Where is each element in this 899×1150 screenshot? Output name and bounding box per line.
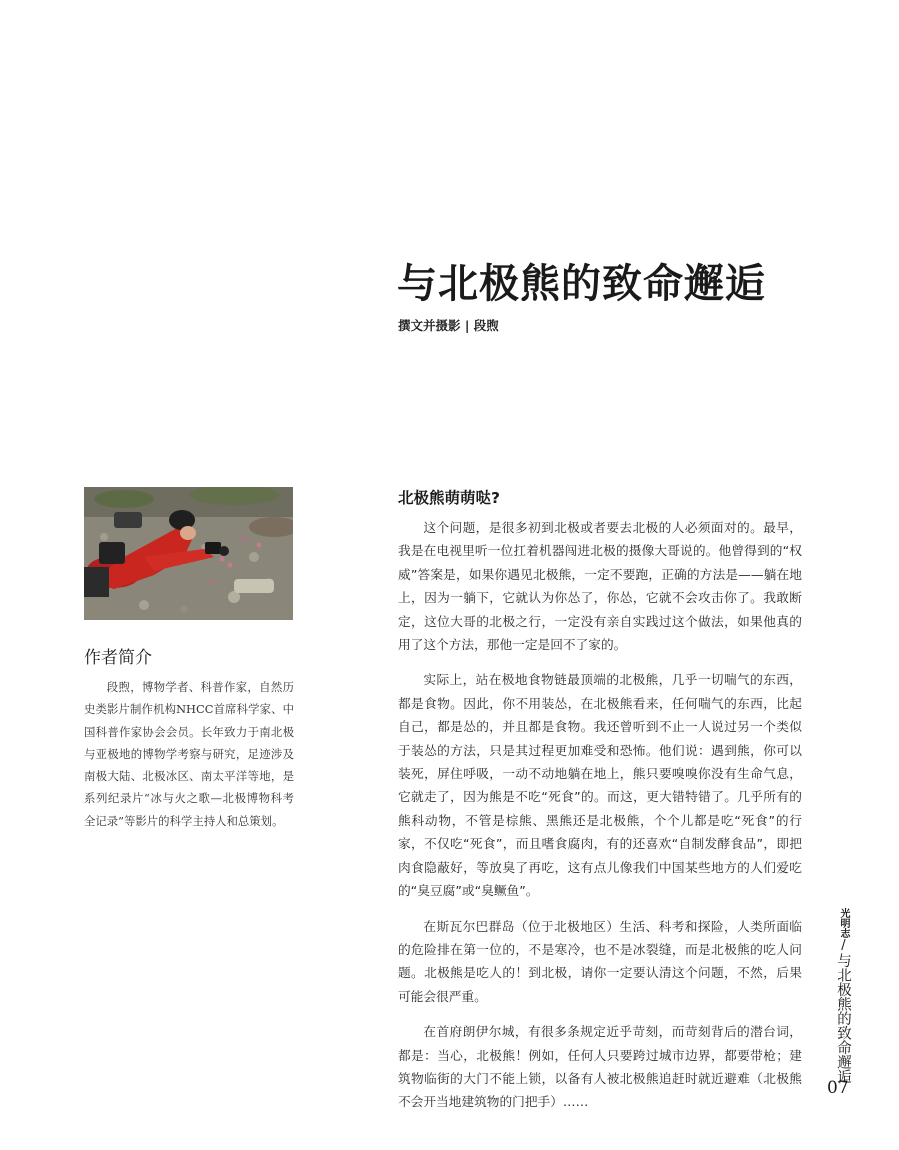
- running-header: [828, 908, 854, 1084]
- running-header-separator: /: [836, 938, 851, 953]
- author-bio-text: 段煦，博物学者、科普作家，自然历史类影片制作机构NHCC首席科学家、中国科普作家协会会员。长年致力于南北极与亚极地的博物学考察与研究，足迹涉及南极大陆、北极冰区、南太平洋等地，是系列纪录片“冰与火之歌—北极博物科考全记录”等影片的科学主持人和总策划。: [84, 680, 294, 828]
- author-photo: [84, 487, 293, 620]
- article-title: 与北极熊的致命邂逅: [397, 261, 766, 307]
- article-paragraph: 在首府朗伊尔城，有很多条规定近乎苛刻，而苛刻背后的潜台词，都是：当心，北极熊！例如，任何人只要跨过城市边界，都要带枪；建筑物临街的大门不能上锁，以备有人被北极熊追赶时就近避难（北极熊不会开当地建筑物的门把手）……: [398, 1024, 802, 1110]
- article-paragraph: 这个问题，是很多初到北极或者要去北极的人必须面对的。最早，我是在电视里听一位扛着机器闯进北极的摄像大哥说的。他曾得到的“权威”答案是，如果你遇见北极熊，一定不要跑，正确的方法是——躺在地上，因为一躺下，它就认为你怂了，你怂，它就不会攻击你了。我敢断定，这位大哥的北极之行，一定没有亲自实践过这个做法，如果他真的用了这个方法，那他一定是回不了家的。: [398, 520, 802, 653]
- article-body: [398, 516, 802, 1126]
- publication-name: 光明志: [838, 908, 849, 938]
- article-paragraph: 实际上，站在极地食物链最顶端的北极熊，几乎一切喘气的东西，都是食物。因此，你不用装怂，在北极熊看来，任何喘气的东西，比起自己，都是怂的，并且都是食物。我还曾听到不止一人说过另一个类似于装怂的方法，只是其过程更加难受和恐怖。他们说：遇到熊，你可以装死，屏住呼吸，一动不动地躺在地上，熊只要嗅嗅你没有生命气息，它就走了，因为熊是不吃“死食”的。而这，更大错特错了。几乎所有的熊科动物，不管是棕熊、黑熊还是北极熊，个个儿都是吃“死食”的行家，不仅吃“死食”，而且嗜食腐肉，有的还喜欢“自制发酵食品”，即把肉食隐蔽好，等放臭了再吃，这有点儿像我们中国某些地方的人们爱吃的“臭豆腐”或“臭鳜鱼”。: [398, 672, 802, 899]
- section-heading: 北极熊萌萌哒?: [398, 489, 500, 507]
- running-header-title: 与北极熊的致命邂逅: [835, 953, 851, 1084]
- byline: 撰文并摄影 | 段煦: [398, 318, 499, 333]
- page-number: 07: [827, 1078, 849, 1098]
- article-paragraph: 在斯瓦尔巴群岛（位于北极地区）生活、科考和探险，人类所面临的危险排在第一位的，不是寒冷，也不是冰裂缝，而是北极熊的吃人问题。北极熊是吃人的！到北极，请你一定要认清这个问题，不然，后果可能会很严重。: [398, 918, 802, 1004]
- author-bio-heading: 作者简介: [84, 648, 152, 668]
